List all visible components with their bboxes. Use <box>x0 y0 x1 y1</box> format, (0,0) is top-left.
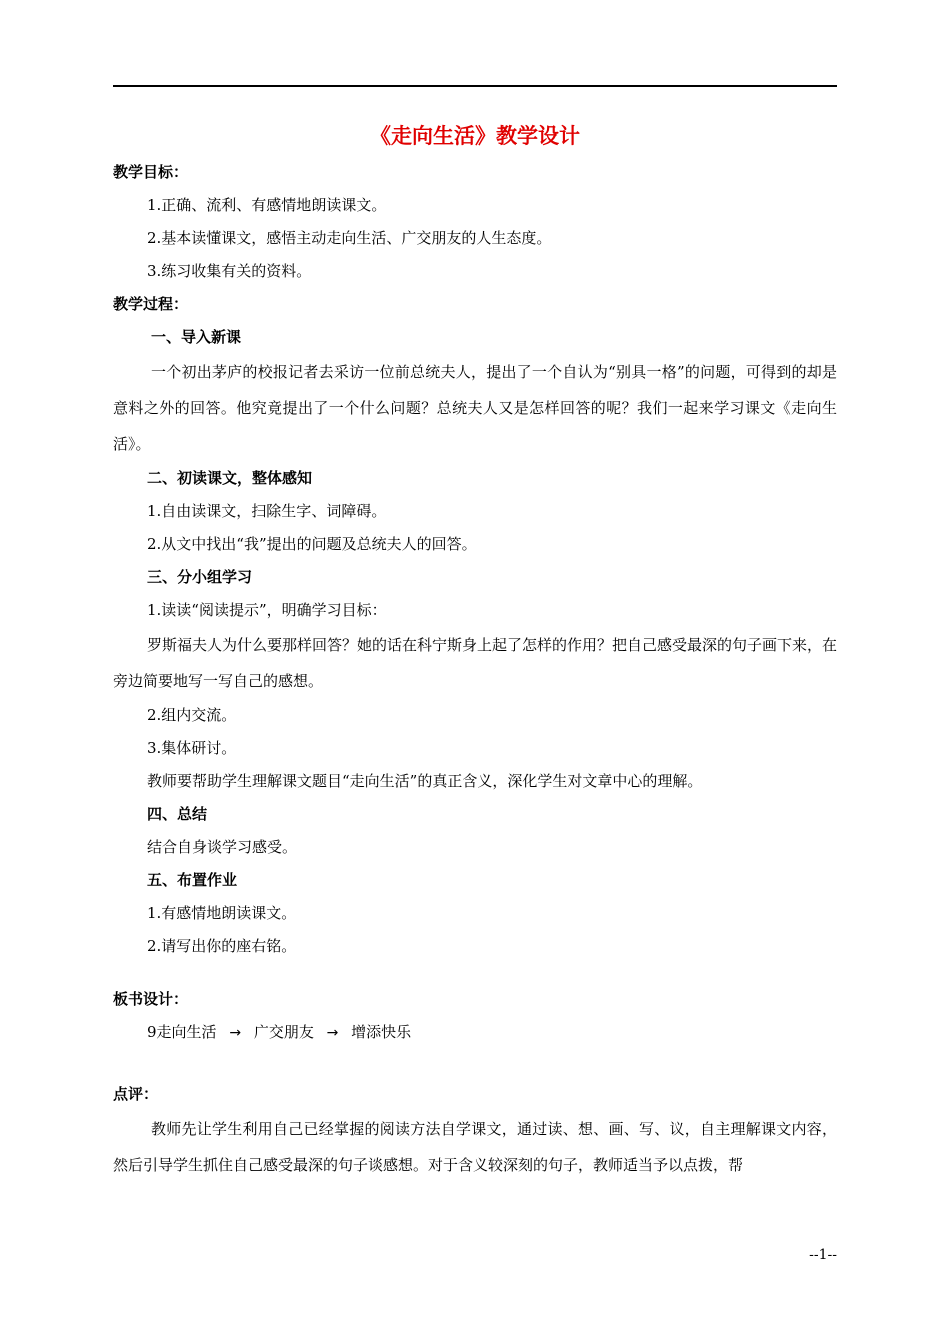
goal-item: 1.正确、流利、有感情地朗读课文。 <box>147 196 387 214</box>
board-heading: 板书设计： <box>113 990 189 1008</box>
section-2-item: 2.从文中找出“我”提出的问题及总统夫人的回答。 <box>147 535 477 553</box>
section-5-item: 2.请写出你的座右铭。 <box>147 937 297 955</box>
section-4-text: 结合自身谈学习感受。 <box>147 838 298 856</box>
section-3-item: 2.组内交流。 <box>147 706 237 724</box>
board-lead: 9走向生活 <box>147 1023 217 1041</box>
header-rule <box>113 85 837 87</box>
board-step-3: 增添快乐 <box>351 1023 412 1041</box>
section-heading-4: 四、总结 <box>147 805 208 823</box>
section-heading-5: 五、布置作业 <box>147 871 238 889</box>
section-heading-2: 二、初读课文，整体感知 <box>147 469 313 487</box>
document-title: 《走向生活》教学设计 <box>370 123 580 148</box>
section-3-text: 罗斯福夫人为什么要那样回答？她的话在科宁斯身上起了怎样的作用？把自己感受最深的句子画下来，在旁边简要地写一写自己的感想。 <box>113 636 838 690</box>
document-body <box>113 118 837 1183</box>
section-1-text: 一个初出茅庐的校报记者去采访一位前总统夫人，提出了一个自认为“别具一格”的问题，可得到的却是意料之外的回答。他究竟提出了一个什么问题？总统夫人又是怎样回答的呢？我们一起来学习课文《走向生活》。 <box>113 363 837 453</box>
spacer <box>113 1050 837 1078</box>
section-5-item: 1.有感情地朗读课文。 <box>147 904 297 922</box>
board-step-2: 广交朋友 <box>253 1023 314 1041</box>
goal-item: 3.练习收集有关的资料。 <box>147 262 312 280</box>
goal-item: 2.基本读懂课文，感悟主动走向生活、广交朋友的人生态度。 <box>147 229 552 247</box>
goals-heading: 教学目标： <box>113 163 189 181</box>
comment-heading: 点评： <box>113 1085 159 1103</box>
comment-text: 教师先让学生利用自己已经掌握的阅读方法自学课文，通过读、想、画、写、议，自主理解课文内容，然后引导学生抓住自己感受最深的句子谈感想。对于含义较深刻的句子，教师适当予以点拨，帮 <box>113 1120 837 1174</box>
page-number: --1-- <box>809 1247 837 1263</box>
section-2-item: 1.自由读课文，扫除生字、词障碍。 <box>147 502 387 520</box>
process-heading: 教学过程： <box>113 295 189 313</box>
section-3-item: 1.读读“阅读提示”，明确学习目标： <box>147 601 387 619</box>
section-heading-1: 一、导入新课 <box>151 328 242 346</box>
section-3-item: 3.集体研讨。 <box>147 739 237 757</box>
arrow-right-icon: → <box>326 1025 339 1041</box>
section-3-note: 教师要帮助学生理解课文题目“走向生活”的真正含义，深化学生对文章中心的理解。 <box>147 772 703 790</box>
arrow-right-icon: → <box>229 1025 242 1041</box>
section-heading-3: 三、分小组学习 <box>147 568 253 586</box>
board-flow <box>113 1016 837 1050</box>
spacer <box>113 963 837 983</box>
